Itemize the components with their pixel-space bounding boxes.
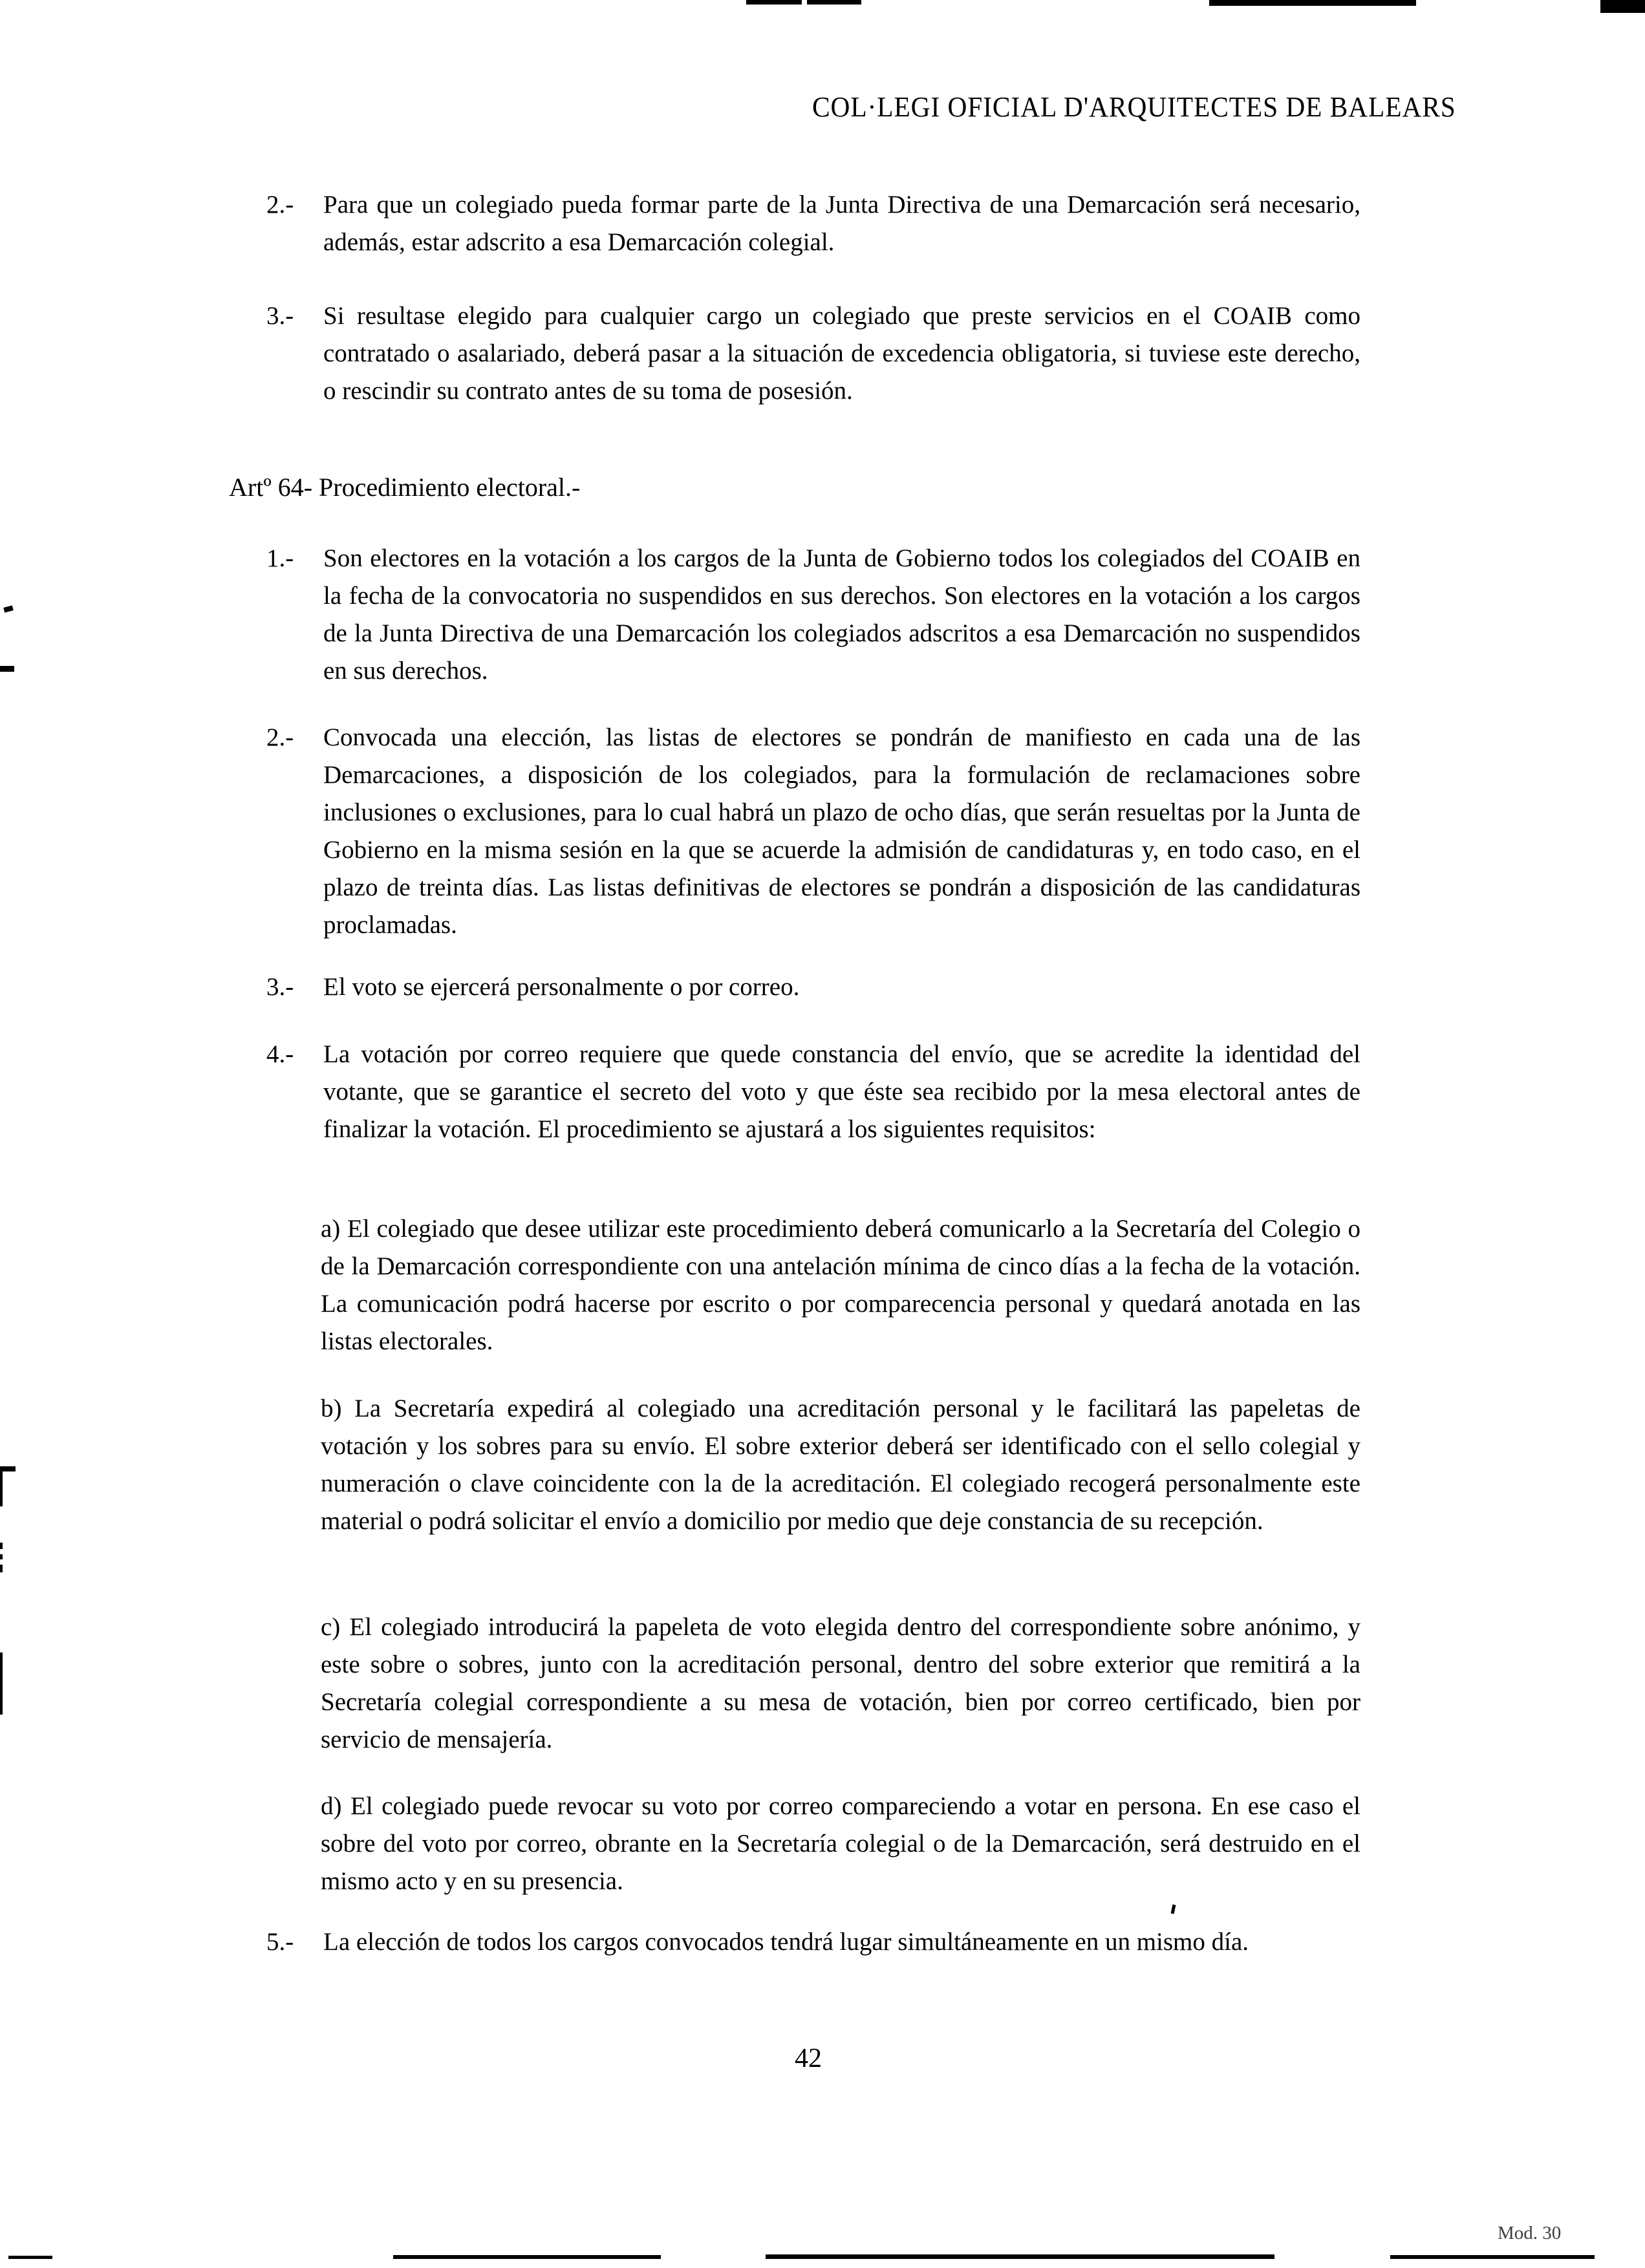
scan-mark-bottom-4 <box>1390 2255 1595 2259</box>
item-text: Para que un colegiado pueda formar parte de la Junta Directiva de una Demarcación será necesario, además, estar adscrito a esa Demarcación colegial. <box>323 191 1360 256</box>
sub-item-c: c) El colegiado introducirá la papeleta de voto elegida dentro del correspondiente sobre anónimo, y este sobre o sobres, junto con la acreditación personal, dentro del sobre exterior que remitirá a la Secretaría colegial correspondiente a su mesa de votación, bien por correo certificado, bien por servicio de mensajería. <box>321 1613 1360 1753</box>
page-number: 42 <box>795 2044 822 2073</box>
scan-mark-dash-v1 <box>0 1543 3 1549</box>
sub-item-a: a) El colegiado que desee utilizar este procedimiento deberá comunicarlo a la Secretaría del Colegio o de la Demarcación correspondiente con una antelación mínima de cinco días a la fecha de la votación. La comunicación podrá hacerse por escrito o por comparecencia personal y quedará anotada en las listas electorales. <box>321 1215 1360 1355</box>
list-item <box>266 719 1360 944</box>
sub-item-b: b) La Secretaría expedirá al colegiado una acreditación personal y le facilitará las papeletas de votación y los sobres para su envío. El sobre exterior deberá ser identificado con el sello colegial y numeración o clave coincidente con la de la acreditación. El colegiado recogerá personalmente este material o podrá solicitar el envío a domicilio por medio que deje constancia de su recepción. <box>321 1395 1360 1535</box>
scan-mark-top-2 <box>807 0 861 5</box>
list-item <box>266 1036 1360 1148</box>
scan-mark-left-dash <box>0 666 14 672</box>
item-text: Si resultase elegido para cualquier cargo un colegiado que preste servicios en el COAIB como contratado o asalariado, deberá pasar a la situación de excedencia obligatoria, si tuviese este derecho, o rescindir su contrato antes de su toma de posesión. <box>323 302 1360 405</box>
sub-item-d: d) El colegiado puede revocar su voto por correo compareciendo a votar en persona. En ese caso el sobre del voto por correo, obrante en la Secretaría colegial o de la Demarcación, será destruido en el mismo acto y en su presencia. <box>321 1792 1360 1895</box>
article-heading: Artº 64- Procedimiento electoral.- <box>229 473 581 502</box>
item-text: El voto se ejercerá personalmente o por correo. <box>323 973 800 1001</box>
item-text: Son electores en la votación a los cargos de la Junta de Gobierno todos los colegiados del COAIB en la fecha de la convocatoria no suspendidos en sus derechos. Son electores en la votación a los cargos de la Junta Directiva de una Demarcación los colegiados adscritos a esa Demarcación no suspendidos en sus derechos. <box>323 544 1360 685</box>
item-text: Convocada una elección, las listas de electores se pondrán de manifiesto en cada una de las Demarcaciones, a disposición de los colegiados, para la formulación de reclamaciones sobre inclusiones o exclusiones, para lo cual habrá un plazo de ocho días, que serán resueltas por la Junta de Gobierno en la misma sesión en la que se acuerde la admisión de candidaturas y, en todo caso, en el plazo de treinta días. Las listas definitivas de electores se pondrán a disposición de las candidaturas proclamadas. <box>323 723 1360 939</box>
scan-mark-bottom-1 <box>8 2256 52 2259</box>
list-item <box>266 297 1360 410</box>
scan-mark-top-3 <box>1209 0 1416 6</box>
scan-mark-top-1 <box>746 0 802 5</box>
list-item <box>266 186 1360 261</box>
item-text: La votación por correo requiere que quede constancia del envío, que se acredite la identidad del votante, que se garantice el secreto del voto y que éste sea recibido por la mesa electoral antes de finalizar la votación. El procedimiento se ajustará a los siguientes requisitos: <box>323 1040 1360 1143</box>
item-number: 4.- <box>266 1040 294 1068</box>
list-item <box>266 540 1360 690</box>
item-number: 2.- <box>266 191 294 219</box>
letterhead-title: COL·LEGI OFICIAL D'ARQUITECTES DE BALEARS <box>812 91 1456 123</box>
scan-mark-left-line <box>0 1653 3 1715</box>
item-text: La elección de todos los cargos convocados tendrá lugar simultáneamente en un mismo día. <box>323 1928 1249 1956</box>
item-number: 2.- <box>266 723 294 751</box>
scan-mark-bracket-v <box>0 1466 3 1506</box>
scan-mark-bottom-2 <box>393 2255 661 2259</box>
scan-mark-dash-v2 <box>0 1554 3 1559</box>
list-item <box>266 968 1360 1006</box>
list-item <box>266 1923 1360 1961</box>
item-number: 3.- <box>266 973 294 1001</box>
item-number: 1.- <box>266 544 294 572</box>
item-number: 3.- <box>266 302 294 330</box>
form-model-label: Mod. 30 <box>1498 2223 1562 2243</box>
item-number: 5.- <box>266 1928 294 1956</box>
scan-mark-left-tick <box>3 605 14 612</box>
scan-mark-stray-tick <box>1171 1905 1176 1914</box>
scan-mark-bottom-3 <box>766 2254 1274 2259</box>
scan-mark-dash-v3 <box>0 1565 3 1572</box>
scan-mark-top-corner <box>1600 0 1645 13</box>
